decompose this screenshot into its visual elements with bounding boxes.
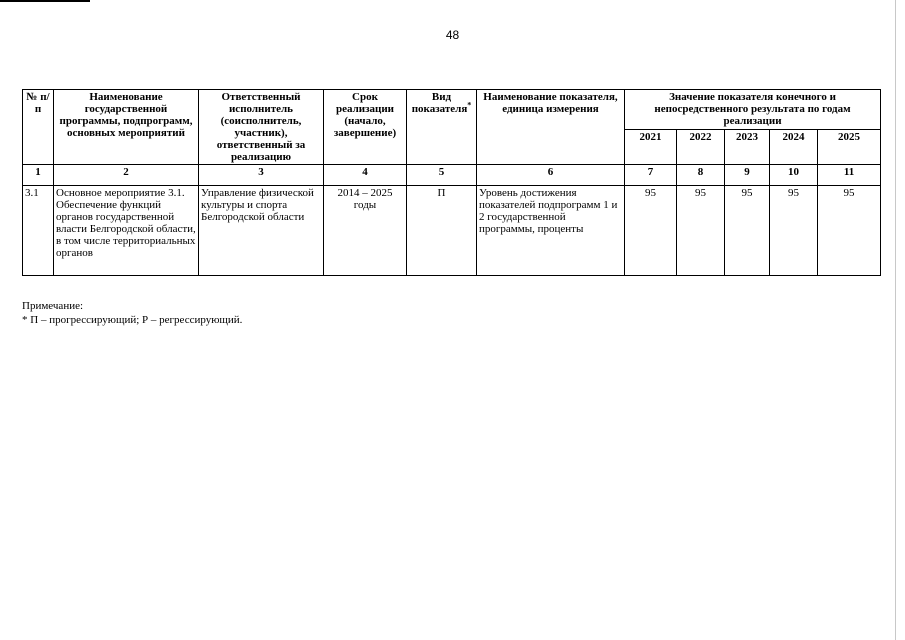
column-number: 5: [407, 165, 477, 186]
column-number: 8: [677, 165, 725, 186]
header-indicator: Наименование показателя, единица измерения: [477, 90, 625, 165]
row-term: 2014 – 2025 годы: [324, 186, 407, 276]
column-number: 2: [54, 165, 199, 186]
header-executor: Ответственный исполнитель (соисполнитель, участник), ответственный за реализацию: [199, 90, 324, 165]
column-number: 7: [625, 165, 677, 186]
row-indicator: Уровень достижения показателей подпрограмм 1 и 2 государственной программы, проценты: [477, 186, 625, 276]
header-term: Срок реализации (начало, завершение): [324, 90, 407, 165]
column-number: 11: [818, 165, 881, 186]
header-num: № п/п: [23, 90, 54, 165]
year-header: 2021: [625, 130, 677, 165]
indicators-table: [22, 89, 881, 276]
column-number: 3: [199, 165, 324, 186]
row-value-2025: 95: [818, 186, 881, 276]
row-value-2023: 95: [725, 186, 770, 276]
page-number: 48: [445, 28, 460, 42]
header-values-group: Значение показателя конечного и непосредственного результата по годам реализации: [625, 90, 881, 130]
header-row: [23, 90, 881, 130]
row-value-2021: 95: [625, 186, 677, 276]
column-number: 1: [23, 165, 54, 186]
note-title: Примечание:: [22, 300, 84, 312]
year-header: 2022: [677, 130, 725, 165]
column-number: 4: [324, 165, 407, 186]
table-row: [23, 186, 881, 276]
row-program: Основное мероприятие 3.1. Обеспечение функций органов государственной власти Белгородской области, в том числе территориальных органов: [54, 186, 199, 276]
header-program: Наименование государственной программы, подпрограмм, основных мероприятий: [54, 90, 199, 165]
header-type-label: Вид показателя: [411, 91, 468, 115]
scan-edge-line: [895, 0, 896, 640]
year-header: 2023: [725, 130, 770, 165]
header-type: [407, 90, 477, 165]
column-number: 9: [725, 165, 770, 186]
scan-artifact-line: [0, 0, 90, 2]
year-header: 2024: [770, 130, 818, 165]
row-num: 3.1: [23, 186, 54, 276]
column-numbers-row: [23, 165, 881, 186]
row-executor: Управление физической культуры и спорта Белгородской области: [199, 186, 324, 276]
row-value-2024: 95: [770, 186, 818, 276]
year-header: 2025: [818, 130, 881, 165]
note-text: * П – прогрессирующий; Р – регрессирующий.: [22, 314, 243, 326]
row-value-2022: 95: [677, 186, 725, 276]
row-type: П: [407, 186, 477, 276]
column-number: 6: [477, 165, 625, 186]
column-number: 10: [770, 165, 818, 186]
header-type-mark: *: [467, 100, 472, 110]
